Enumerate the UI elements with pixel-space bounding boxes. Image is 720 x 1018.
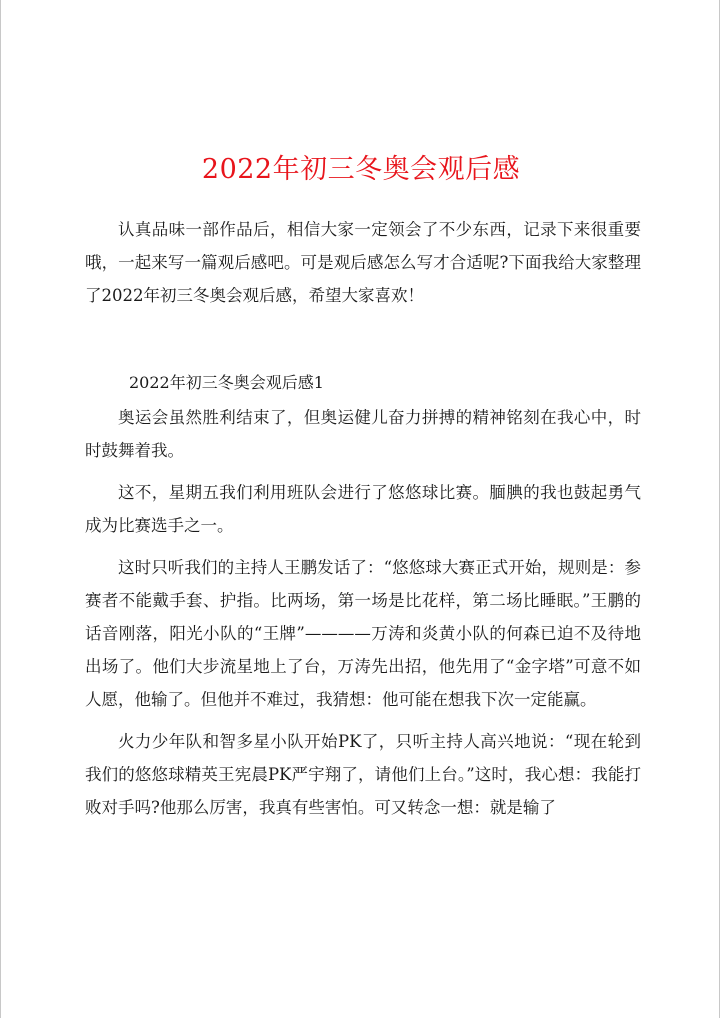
intro-block (85, 213, 641, 312)
body-paragraph-3: 这时只听我们的主持人王鹏发话了：“悠悠球大赛正式开始，规则是：参赛者不能戴手套、护指。比两场，第一场是比花样，第二场比睡眠。”王鹏的话音刚落，阳光小队的“王牌”————万涛和炎黄小队的何森已迫不及待地出场了。他们大步流星地上了台，万涛先出招，他先用了“金字塔”可意不如人愿，他输了。但他并不难过，我猜想：他可能在想我下次一定能赢。 (85, 558, 641, 709)
essay-body (85, 401, 641, 833)
body-paragraph-4: 火力少年队和智多星小队开始PK了，只听主持人高兴地说：“现在轮到我们的悠悠球精英王宪晨PK严宇翔了，请他们上台。”这时，我心想：我能打败对手吗?他那么厉害，我真有些害怕。可又转念一想：就是输了 (85, 732, 641, 817)
body-paragraph-2: 这不，星期五我们利用班队会进行了悠悠球比赛。腼腆的我也鼓起勇气成为比赛选手之一。 (85, 483, 641, 535)
document-title: 2022年初三冬奥会观后感 (201, 154, 521, 185)
section-heading: 2022年初三冬奥会观后感1 (129, 373, 324, 392)
intro-paragraph: 认真品味一部作品后，相信大家一定领会了不少东西，记录下来很重要哦，一起来写一篇观后感吧。可是观后感怎么写才合适呢?下面我给大家整理了2022年初三冬奥会观后感，希望大家喜欢！ (85, 220, 641, 305)
body-paragraph-1: 奥运会虽然胜利结束了，但奥运健儿奋力拼搏的精神铭刻在我心中，时时鼓舞着我。 (85, 408, 641, 460)
